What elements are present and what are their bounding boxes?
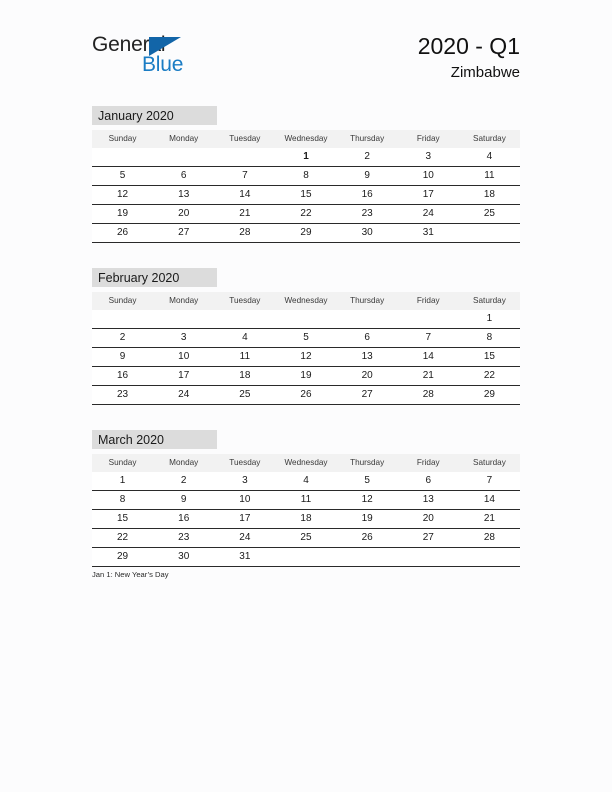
calendar-table [92, 292, 520, 405]
day-cell: 3 [398, 148, 459, 167]
page-title: 2020 - Q1 [417, 33, 520, 59]
week-row [92, 329, 520, 348]
day-cell: 30 [153, 548, 214, 567]
logo-text-general: General [92, 33, 166, 56]
weekday-header-friday: Friday [398, 130, 459, 148]
week-row [92, 186, 520, 205]
day-cell-empty [153, 148, 214, 167]
day-cell: 31 [214, 548, 275, 567]
day-cell: 27 [153, 224, 214, 243]
day-cell: 20 [337, 367, 398, 386]
day-cell: 10 [214, 491, 275, 510]
day-cell: 12 [92, 186, 153, 205]
day-cell: 14 [398, 348, 459, 367]
weekday-header-saturday: Saturday [459, 292, 520, 310]
day-cell: 16 [153, 510, 214, 529]
day-cell: 12 [275, 348, 336, 367]
day-cell: 22 [92, 529, 153, 548]
title-block [418, 32, 520, 83]
day-cell-empty [337, 548, 398, 567]
day-cell: 13 [398, 491, 459, 510]
day-cell: 15 [275, 186, 336, 205]
day-cell: 29 [92, 548, 153, 567]
week-row [92, 348, 520, 367]
weekday-header-thursday: Thursday [337, 454, 398, 472]
day-cell-empty [398, 310, 459, 329]
day-cell: 25 [459, 205, 520, 224]
day-cell-holiday: 1 [275, 148, 336, 167]
day-cell: 23 [153, 529, 214, 548]
day-cell: 20 [153, 205, 214, 224]
weekday-header-saturday: Saturday [459, 130, 520, 148]
day-cell: 9 [153, 491, 214, 510]
day-cell: 10 [153, 348, 214, 367]
month-title: March 2020 [98, 432, 165, 447]
month-block [92, 106, 520, 243]
day-cell: 28 [214, 224, 275, 243]
day-cell: 4 [275, 472, 336, 491]
day-cell-empty [459, 548, 520, 567]
day-cell: 27 [337, 386, 398, 405]
weekday-header-tuesday: Tuesday [214, 454, 275, 472]
day-cell: 22 [459, 367, 520, 386]
day-cell-empty [214, 148, 275, 167]
page-header [0, 0, 612, 100]
page-subtitle-country: Zimbabwe [450, 64, 520, 81]
day-cell: 15 [459, 348, 520, 367]
day-cell: 15 [92, 510, 153, 529]
weekday-header-sunday: Sunday [92, 130, 153, 148]
week-row [92, 472, 520, 491]
day-cell: 28 [459, 529, 520, 548]
day-cell: 11 [275, 491, 336, 510]
day-cell: 20 [398, 510, 459, 529]
day-cell: 30 [337, 224, 398, 243]
day-cell-empty [459, 224, 520, 243]
weekday-header-wednesday: Wednesday [275, 454, 336, 472]
day-cell: 26 [92, 224, 153, 243]
day-cell-empty [275, 548, 336, 567]
month-title: January 2020 [98, 108, 174, 123]
day-cell: 5 [337, 472, 398, 491]
day-cell: 8 [92, 491, 153, 510]
weekday-header-row [92, 130, 520, 148]
day-cell: 4 [214, 329, 275, 348]
day-cell: 19 [92, 205, 153, 224]
day-cell: 14 [214, 186, 275, 205]
day-cell: 6 [153, 167, 214, 186]
week-row [92, 310, 520, 329]
day-cell: 9 [337, 167, 398, 186]
day-cell: 19 [337, 510, 398, 529]
day-cell: 2 [92, 329, 153, 348]
day-cell: 21 [398, 367, 459, 386]
weekday-header-wednesday: Wednesday [275, 292, 336, 310]
weekday-header-sunday: Sunday [92, 454, 153, 472]
logo-text-blue: Blue [142, 53, 184, 76]
holiday-footnote: Jan 1: New Year’s Day [92, 570, 169, 579]
weekday-header-monday: Monday [153, 130, 214, 148]
day-cell: 1 [92, 472, 153, 491]
day-cell: 5 [92, 167, 153, 186]
day-cell-empty [153, 310, 214, 329]
day-cell: 24 [153, 386, 214, 405]
day-cell: 7 [398, 329, 459, 348]
day-cell: 17 [398, 186, 459, 205]
week-row [92, 148, 520, 167]
day-cell: 21 [459, 510, 520, 529]
months-container [92, 106, 520, 592]
day-cell: 14 [459, 491, 520, 510]
day-cell: 1 [459, 310, 520, 329]
general-blue-logo [92, 34, 272, 80]
month-title-band [92, 430, 217, 449]
day-cell: 3 [214, 472, 275, 491]
day-cell: 6 [398, 472, 459, 491]
day-cell: 10 [398, 167, 459, 186]
day-cell: 24 [398, 205, 459, 224]
weekday-header-wednesday: Wednesday [275, 130, 336, 148]
month-title-band [92, 268, 217, 287]
day-cell: 22 [275, 205, 336, 224]
weekday-header-row [92, 454, 520, 472]
day-cell: 26 [337, 529, 398, 548]
day-cell: 13 [153, 186, 214, 205]
day-cell-empty [275, 310, 336, 329]
day-cell: 17 [214, 510, 275, 529]
weekday-header-tuesday: Tuesday [214, 130, 275, 148]
week-row [92, 548, 520, 567]
week-row [92, 205, 520, 224]
day-cell: 31 [398, 224, 459, 243]
day-cell: 16 [337, 186, 398, 205]
day-cell: 12 [337, 491, 398, 510]
day-cell: 4 [459, 148, 520, 167]
day-cell: 29 [275, 224, 336, 243]
weekday-header-friday: Friday [398, 292, 459, 310]
day-cell: 8 [275, 167, 336, 186]
day-cell: 17 [153, 367, 214, 386]
footnotes-container [92, 569, 520, 580]
day-cell: 18 [275, 510, 336, 529]
day-cell: 28 [398, 386, 459, 405]
weekday-header-monday: Monday [153, 292, 214, 310]
week-row [92, 367, 520, 386]
day-cell: 13 [337, 348, 398, 367]
month-block [92, 268, 520, 405]
day-cell: 29 [459, 386, 520, 405]
day-cell: 8 [459, 329, 520, 348]
day-cell: 7 [214, 167, 275, 186]
day-cell: 23 [337, 205, 398, 224]
day-cell: 7 [459, 472, 520, 491]
day-cell: 18 [459, 186, 520, 205]
day-cell-empty [214, 310, 275, 329]
day-cell: 18 [214, 367, 275, 386]
day-cell-empty [92, 310, 153, 329]
weekday-header-sunday: Sunday [92, 292, 153, 310]
day-cell: 2 [337, 148, 398, 167]
weekday-header-thursday: Thursday [337, 292, 398, 310]
day-cell: 11 [459, 167, 520, 186]
day-cell: 21 [214, 205, 275, 224]
month-block [92, 430, 520, 567]
month-title: February 2020 [98, 270, 180, 285]
day-cell-empty [398, 548, 459, 567]
day-cell: 23 [92, 386, 153, 405]
weekday-header-saturday: Saturday [459, 454, 520, 472]
day-cell: 19 [275, 367, 336, 386]
day-cell: 26 [275, 386, 336, 405]
calendar-table [92, 130, 520, 243]
day-cell: 3 [153, 329, 214, 348]
week-row [92, 386, 520, 405]
weekday-header-monday: Monday [153, 454, 214, 472]
day-cell: 5 [275, 329, 336, 348]
week-row [92, 491, 520, 510]
day-cell-empty [337, 310, 398, 329]
week-row [92, 510, 520, 529]
day-cell: 2 [153, 472, 214, 491]
day-cell: 27 [398, 529, 459, 548]
weekday-header-friday: Friday [398, 454, 459, 472]
weekday-header-tuesday: Tuesday [214, 292, 275, 310]
calendar-table [92, 454, 520, 567]
weekday-header-thursday: Thursday [337, 130, 398, 148]
day-cell: 25 [214, 386, 275, 405]
day-cell: 9 [92, 348, 153, 367]
day-cell: 25 [275, 529, 336, 548]
day-cell: 11 [214, 348, 275, 367]
weekday-header-row [92, 292, 520, 310]
day-cell: 6 [337, 329, 398, 348]
day-cell: 24 [214, 529, 275, 548]
week-row [92, 167, 520, 186]
week-row [92, 529, 520, 548]
week-row [92, 224, 520, 243]
day-cell-empty [92, 148, 153, 167]
day-cell: 16 [92, 367, 153, 386]
month-title-band [92, 106, 217, 125]
